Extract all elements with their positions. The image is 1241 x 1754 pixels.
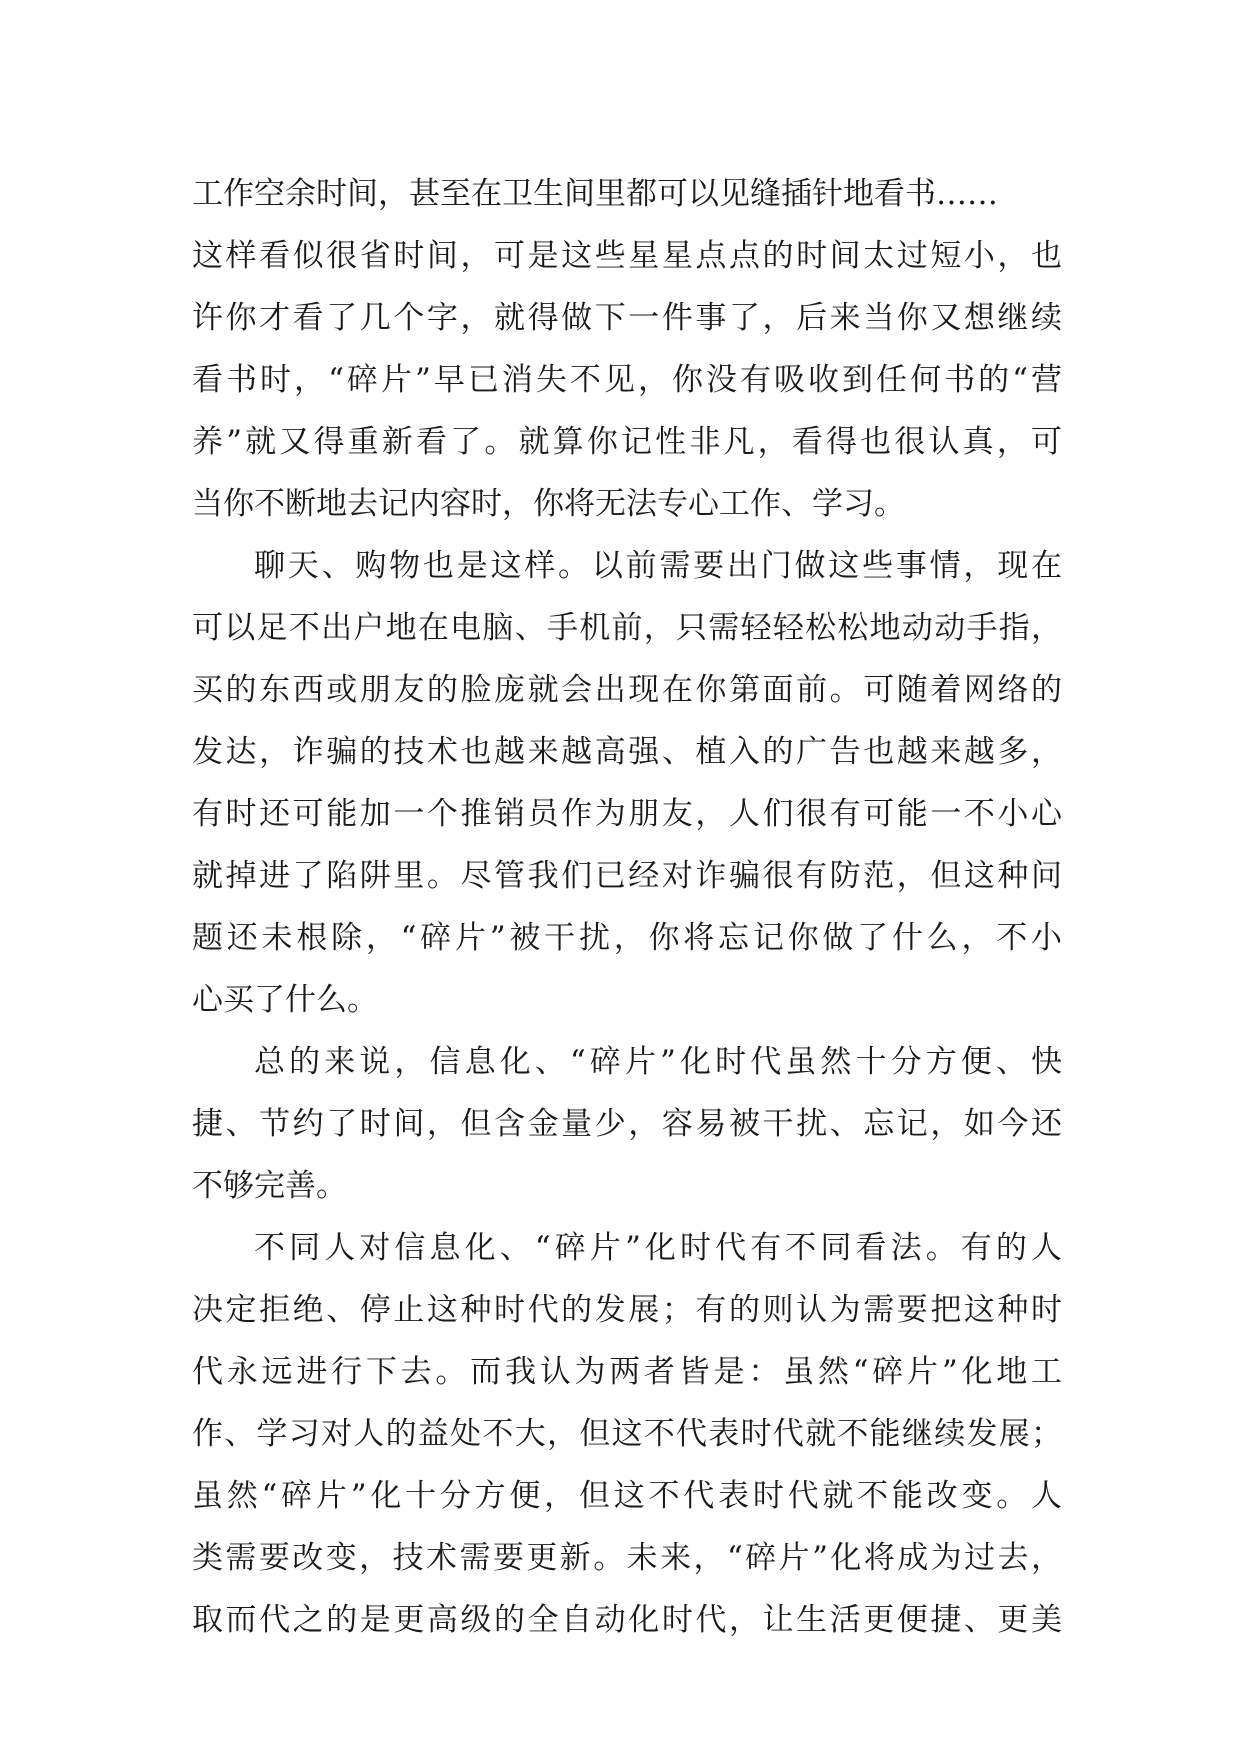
text-line: 看书时，“碎片”早已消失不见，你没有吸收到任何书的“营 — [192, 362, 1062, 398]
text-line: 作、学习对人的益处不大，但这不代表时代就不能继续发展； — [192, 1416, 1062, 1452]
text-line: 虽然“碎片”化十分方便，但这不代表时代就不能改变。人 — [192, 1478, 1062, 1514]
body-text — [192, 163, 1062, 1651]
text-line: 不同人对信息化、“碎片”化时代有不同看法。有的人 — [254, 1230, 1062, 1266]
text-line: 工作空余时间，甚至在卫生间里都可以见缝插针地看书…… — [192, 176, 998, 212]
text-line: 不够完善。 — [192, 1168, 347, 1204]
text-line: 有时还可能加一个推销员作为朋友，人们很有可能一不小心 — [192, 796, 1062, 832]
text-line: 许你才看了几个字，就得做下一件事了，后来当你又想继续 — [192, 300, 1062, 336]
text-line: 代永远进行下去。而我认为两者皆是：虽然“碎片”化地工 — [192, 1354, 1062, 1390]
text-line: 当你不断地去记内容时，你将无法专心工作、学习。 — [192, 486, 905, 522]
text-line: 可以足不出户地在电脑、手机前，只需轻轻松松地动动手指， — [192, 610, 1062, 646]
text-line: 总的来说，信息化、“碎片”化时代虽然十分方便、快 — [254, 1044, 1062, 1080]
text-line: 聊天、购物也是这样。以前需要出门做这些事情，现在 — [254, 548, 1062, 584]
text-line: 就掉进了陷阱里。尽管我们已经对诈骗很有防范，但这种问 — [192, 858, 1062, 894]
text-line: 决定拒绝、停止这种时代的发展；有的则认为需要把这种时 — [192, 1292, 1062, 1328]
text-line: 买的东西或朋友的脸庞就会出现在你第面前。可随着网络的 — [192, 672, 1062, 708]
text-line: 养”就又得重新看了。就算你记性非凡，看得也很认真，可 — [192, 424, 1062, 460]
text-line: 取而代之的是更高级的全自动化时代，让生活更便捷、更美 — [192, 1602, 1062, 1638]
text-line: 发达，诈骗的技术也越来越高强、植入的广告也越来越多， — [192, 734, 1062, 770]
text-line: 类需要改变，技术需要更新。未来，“碎片”化将成为过去， — [192, 1540, 1062, 1576]
text-line: 题还未根除，“碎片”被干扰，你将忘记你做了什么，不小 — [192, 920, 1062, 956]
text-line: 捷、节约了时间，但含金量少，容易被干扰、忘记，如今还 — [192, 1106, 1062, 1142]
text-line: 这样看似很省时间，可是这些星星点点的时间太过短小，也 — [192, 238, 1062, 274]
text-line: 心买了什么。 — [192, 982, 378, 1018]
